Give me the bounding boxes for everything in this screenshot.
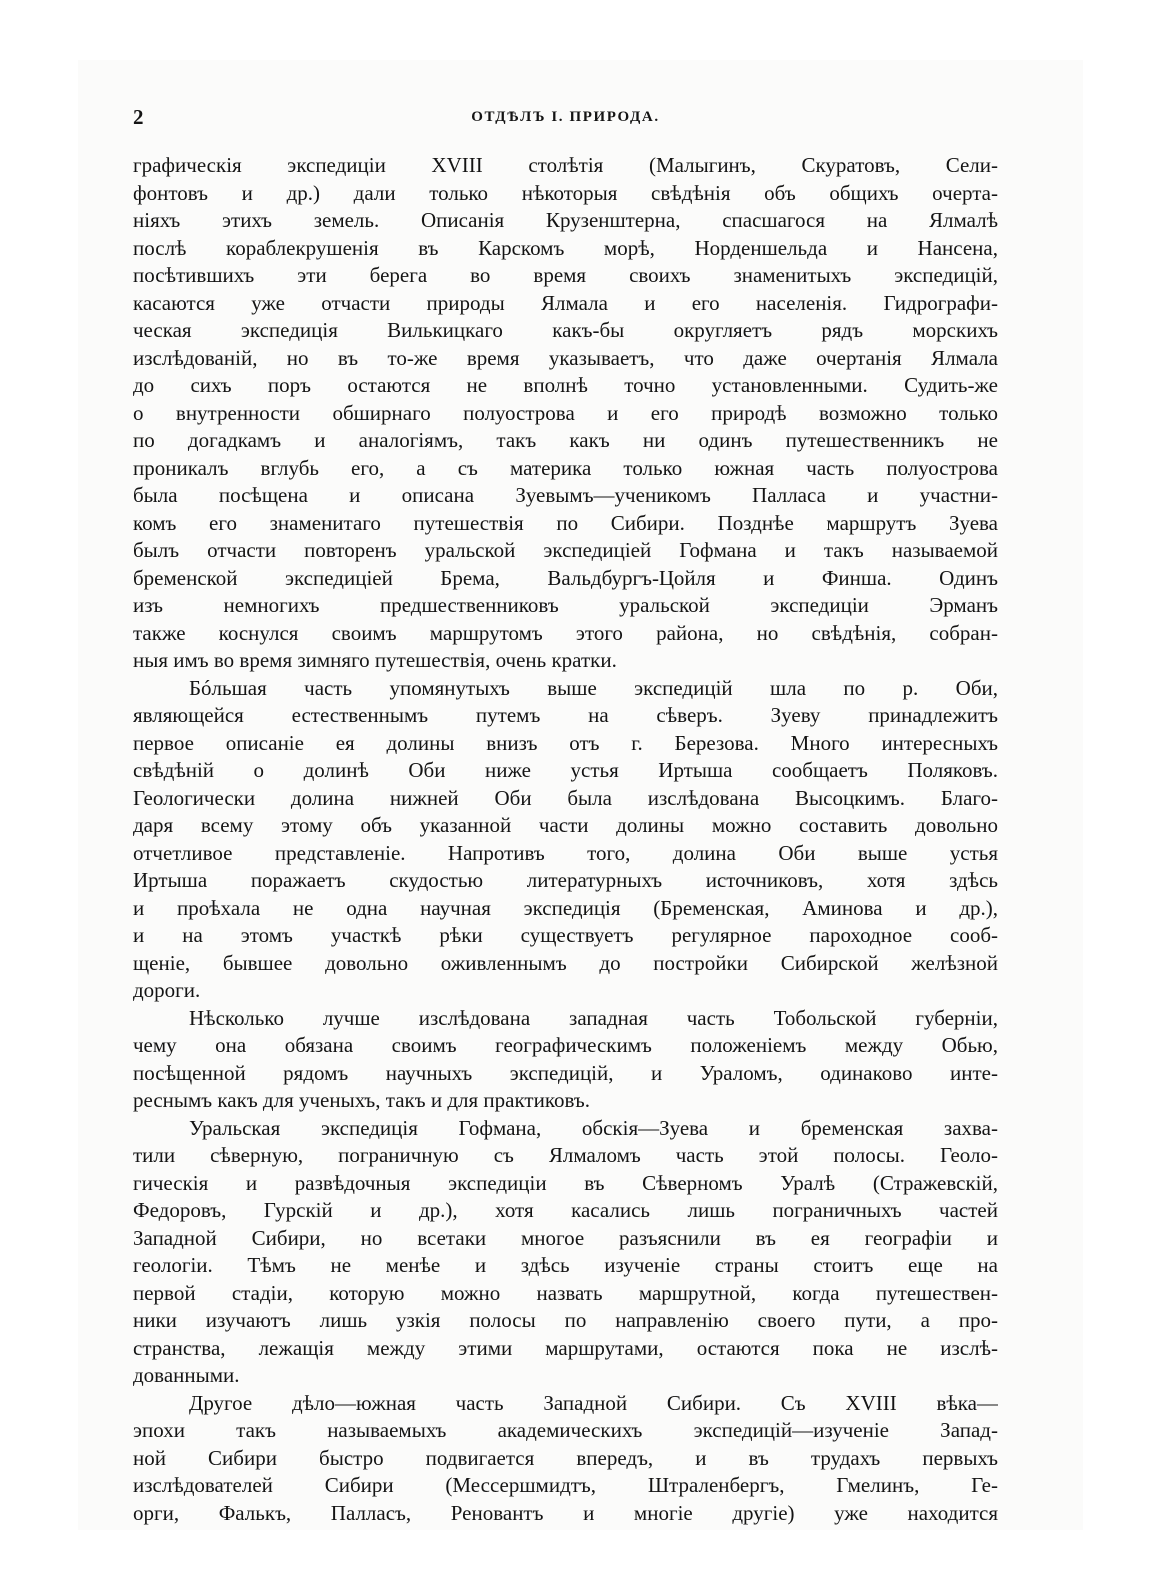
- paragraph-first-line: Бóльшая часть упомянутыхъ выше экспедицій шла по р. Оби,: [189, 675, 998, 700]
- page-number: 2: [133, 105, 144, 129]
- text-line: эпохи такъ называемыхъ академическихъ экспедицій—изученіе Запад-: [133, 1418, 998, 1442]
- text-line: по догадкамъ и аналогіямъ, такъ какъ ни одинъ путешественникъ не: [133, 428, 998, 452]
- text-line: дороги.: [133, 978, 201, 1002]
- text-line: посѣтившихъ эти берега во время своихъ знаменитыхъ экспедицій,: [133, 263, 998, 287]
- text-line: касаются уже отчасти природы Ялмала и его населенія. Гидрографи-: [133, 290, 998, 315]
- text-line: являющейся естественнымъ путемъ на сѣверъ. Зуеву принадлежитъ: [133, 703, 998, 727]
- section-title: ОТДѢЛЪ I. ПРИРОДА.: [471, 109, 660, 125]
- paragraph-first-line: Нѣсколько лучше изслѣдована западная часть Тобольской губерніи,: [189, 1005, 998, 1030]
- text-line: первое описаніе ея долины внизъ отъ г. Березова. Много интересныхъ: [133, 730, 998, 755]
- body-text: [133, 152, 998, 1527]
- text-line: чему она обязана своимъ географическимъ положеніемъ между Обью,: [133, 1033, 998, 1057]
- text-line: до сихъ поръ остаются не вполнѣ точно установленными. Судить-же: [133, 373, 998, 397]
- text-line: свѣдѣній о долинѣ Оби ниже устья Иртыша сообщаетъ Поляковъ.: [133, 758, 998, 782]
- text-line: бременской экспедиціей Брема, Вальдбургъ-Цойля и Финша. Одинъ: [133, 565, 998, 590]
- text-line: и проѣхала не одна научная экспедиція (Бременская, Аминова и др.),: [133, 895, 998, 920]
- text-line: Иртыша поражаетъ скудостью литературныхъ источниковъ, хотя здѣсь: [133, 868, 998, 892]
- text-line: изслѣдованій, но въ то-же время указываетъ, что даже очертанія Ялмала: [133, 345, 998, 370]
- text-line: отчетливое представленіе. Напротивъ того, долина Оби выше устья: [133, 840, 998, 865]
- text-line: первой стадіи, которую можно назвать маршрутной, когда путешествен-: [133, 1280, 998, 1305]
- text-line: былъ отчасти повторенъ уральской экспедиціей Гофмана и такъ называемой: [133, 538, 998, 562]
- running-head: [133, 104, 998, 130]
- text-line: о внутренности обширнаго полуострова и его природѣ возможно только: [133, 400, 998, 425]
- text-line: посѣщенной рядомъ научныхъ экспедицій, и Ураломъ, одинаково инте-: [133, 1060, 998, 1085]
- text-line: даря всему этому объ указанной части долины можно составить довольно: [133, 813, 998, 837]
- text-line: реснымъ какъ для ученыхъ, такъ и для практиковъ.: [133, 1088, 590, 1112]
- text-line: и на этомъ участкѣ рѣки существуетъ регулярное пароходное сооб-: [133, 923, 998, 947]
- text-line: ной Сибири быстро подвигается впередъ, и въ трудахъ первыхъ: [133, 1445, 998, 1470]
- text-line: орги, Фалькъ, Палласъ, Реновантъ и многіе другіе) уже находится: [133, 1500, 998, 1525]
- text-line: странства, лежащія между этими маршрутами, остаются пока не изслѣ-: [133, 1335, 998, 1360]
- text-line: графическія экспедиціи XVIII столѣтія (Малыгинъ, Скуратовъ, Сели-: [133, 153, 998, 177]
- text-line: была посѣщена и описана Зуевымъ—ученикомъ Палласа и участни-: [133, 483, 998, 507]
- paragraph-first-line: Уральская экспедиція Гофмана, обскія—Зуева и бременская захва-: [189, 1115, 998, 1140]
- text-line: гическія и развѣдочныя экспедиціи въ Сѣверномъ Уралѣ (Стражевскій,: [133, 1170, 998, 1195]
- text-line: геологіи. Тѣмъ не менѣе и здѣсь изученіе страны стоитъ еще на: [133, 1253, 998, 1277]
- text-line: комъ его знаменитаго путешествія по Сибири. Позднѣе маршрутъ Зуева: [133, 510, 998, 535]
- text-line: изъ немногихъ предшественниковъ уральской экспедиціи Эрманъ: [133, 593, 998, 617]
- text-line: проникалъ вглубь его, а съ материка только южная часть полуострова: [133, 455, 998, 480]
- text-line: ніяхъ этихъ земель. Описанія Крузенштерна, спасшагося на Ялмалѣ: [133, 208, 998, 232]
- text-line: также коснулся своимъ маршрутомъ этого района, но свѣдѣнія, собран-: [133, 620, 998, 645]
- text-line: изслѣдователей Сибири (Мессершмидтъ, Штраленбергъ, Гмелинъ, Ге-: [133, 1473, 998, 1497]
- paragraph-first-line: Другое дѣло—южная часть Западной Сибири. Съ XVIII вѣка—: [189, 1390, 998, 1415]
- text-line: Федоровъ, Гурскій и др.), хотя касались лишь пограничныхъ частей: [133, 1198, 998, 1222]
- text-line: фонтовъ и др.) дали только нѣкоторыя свѣдѣнія объ общихъ очерта-: [133, 180, 998, 205]
- text-line: щеніе, бывшее довольно оживленнымъ до постройки Сибирской желѣзной: [133, 950, 998, 975]
- text-line: ники изучаютъ лишь узкія полосы по направленію своего пути, а про-: [133, 1308, 998, 1332]
- text-line: послѣ кораблекрушенія въ Карскомъ морѣ, Норденшельда и Нансена,: [133, 235, 998, 260]
- text-line: Западной Сибири, но всетаки многое разъяснили въ ея географіи и: [133, 1225, 998, 1250]
- text-line: Геологически долина нижней Оби была изслѣдована Высоцкимъ. Благо-: [133, 785, 998, 810]
- text-line: ныя имъ во время зимняго путешествія, очень кратки.: [133, 648, 617, 672]
- text-line: тили сѣверную, пограничную съ Ялмаломъ часть этой полосы. Геоло-: [133, 1143, 998, 1167]
- text-line: дованными.: [133, 1363, 240, 1387]
- text-line: ческая экспедиція Вилькицкаго какъ-бы округляетъ рядъ морскихъ: [133, 318, 998, 342]
